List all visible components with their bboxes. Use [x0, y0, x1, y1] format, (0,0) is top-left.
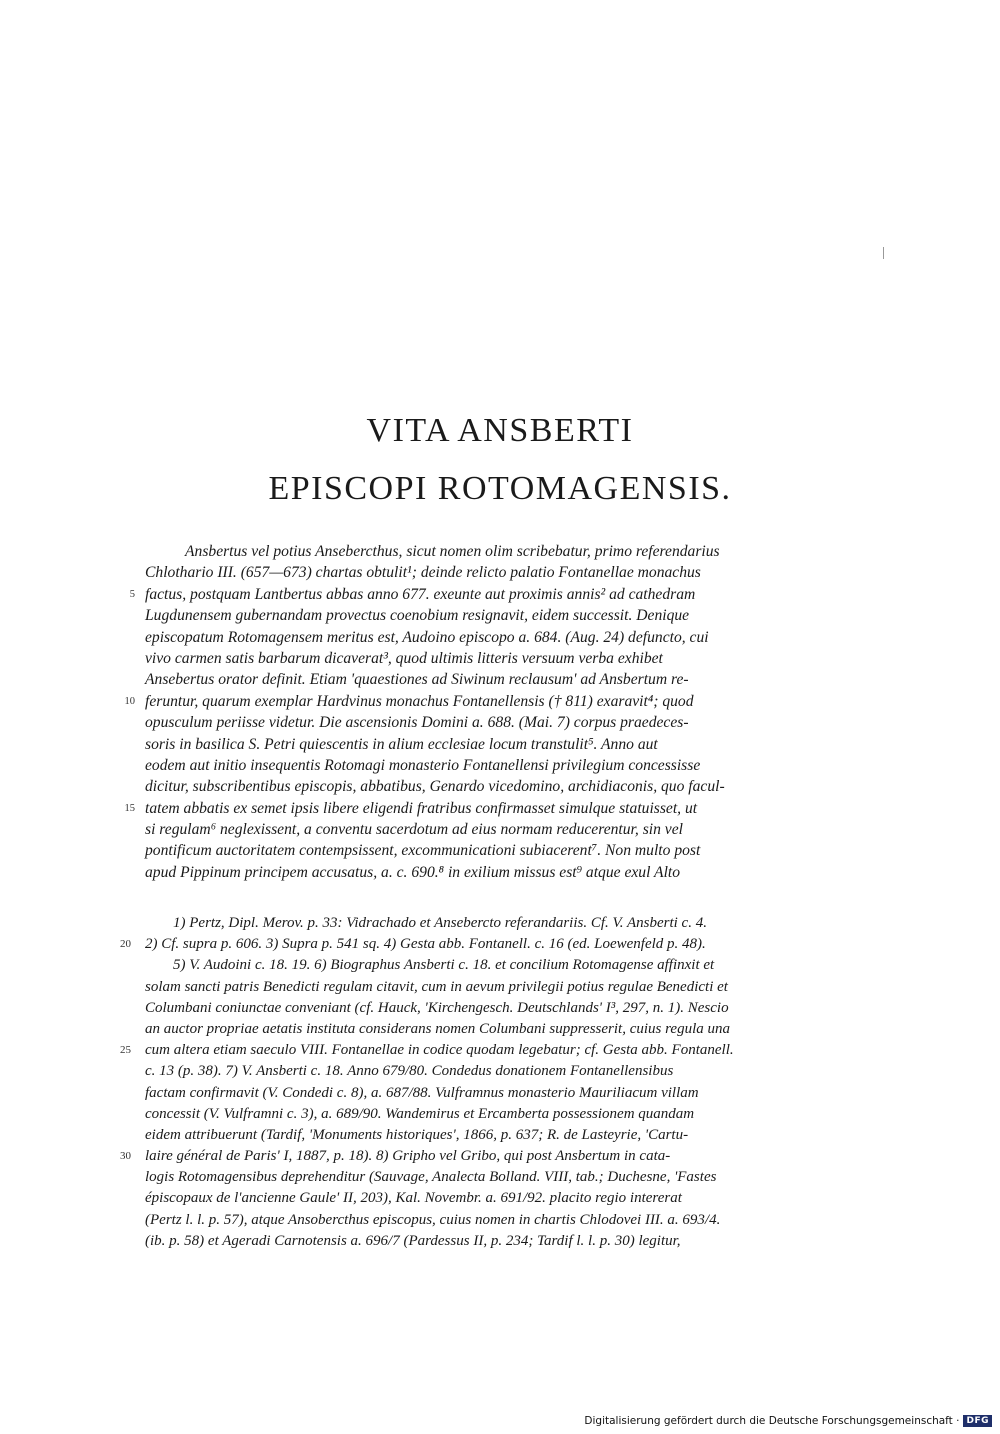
footnote-line-text: factam confirmavit (V. Condedi c. 8), a. 687/88. Vulframnus monasterio Mauriliacum villam: [145, 1084, 699, 1101]
body-line-text: vivo carmen satis barbarum dicaverat³, quod ultimis litteris versuum verba exhibet: [145, 649, 663, 667]
body-line: [145, 862, 813, 883]
footnote-line: [145, 1167, 813, 1188]
body-line-text: factus, postquam Lantbertus abbas anno 677. exeunte aut proximis annis² ad cathedram: [145, 585, 696, 603]
footnote-line: [120, 1040, 813, 1061]
body-line-text: Lugdunensem gubernandam provectus coenobium resignavit, eidem successit. Denique: [145, 607, 690, 625]
body-line-text: tatem abbatis ex semet ipsis libere eligendi fratribus confirmasset simulque statuisset, ut: [145, 799, 698, 817]
body-line-text: opusculum periisse videtur. Die ascensionis Domini a. 688. (Mai. 7) corpus praedeces-: [145, 714, 689, 732]
line-number: 30: [120, 1150, 131, 1163]
body-line: [145, 840, 813, 861]
body-line: [145, 712, 813, 733]
body-line: [145, 605, 813, 626]
line-number: 10: [124, 695, 135, 707]
footer-credit: [584, 1415, 992, 1427]
body-line: [145, 562, 813, 583]
footnote-line-text: 2) Cf. supra p. 606. 3) Supra p. 541 sq. 4) Gesta abb. Fontanell. c. 16 (ed. Loewenfeld p. 48).: [145, 936, 706, 953]
footnote-line: [145, 1231, 813, 1252]
footnote-line-text: (ib. p. 58) et Ageradi Carnotensis a. 696/7 (Pardessus II, p. 234; Tardif l. l. p. 30) legitur,: [145, 1232, 681, 1249]
line-number: 25: [120, 1044, 131, 1057]
footnote-line-text: concessit (V. Vulframni c. 3), a. 689/90. Wandemirus et Ercamberta possessionem quandam: [145, 1105, 695, 1122]
body-line: [145, 669, 813, 690]
footnote-line-text: 5) V. Audoini c. 18. 19. 6) Biographus Ansberti c. 18. et concilium Rotomagense affinxit et: [173, 957, 715, 974]
body-line-text: dicitur, subscribentibus episcopis, abbatibus, Genardo vicedomino, archidiaconis, quo facul-: [145, 778, 725, 796]
body-line: [145, 734, 813, 755]
body-line-text: Chlothario III. (657—673) chartas obtulit¹; deinde relicto palatio Fontanellae monachus: [145, 564, 701, 582]
body-line: [145, 648, 813, 669]
body-line: [124, 798, 813, 819]
footnote-line-text: eidem attribuerunt (Tardif, 'Monuments historiques', 1866, p. 637; R. de Lasteyrie, 'Cartu-: [145, 1126, 689, 1143]
body-line-text: soris in basilica S. Petri quiescentis in alium ecclesiae locum transtulit⁵. Anno aut: [145, 735, 658, 753]
footnote-line: [145, 1019, 813, 1040]
body-line-text: si regulam⁶ neglexissent, a conventu sacerdotum ad eius normam reducerentur, sin vel: [145, 821, 683, 839]
body-line: [145, 541, 813, 562]
dfg-logo-icon: DFG: [963, 1415, 992, 1427]
footnote-line-text: cum altera etiam saeculo VIII. Fontanellae in codice quodam legebatur; cf. Gesta abb. Fontanell.: [145, 1042, 734, 1059]
body-line: [145, 755, 813, 776]
footnote-line: [145, 977, 813, 998]
body-line-text: pontificum auctoritatem contempsissent, excommunicationi subiacerent⁷. Non multo post: [145, 842, 701, 860]
footnote-line-text: c. 13 (p. 38). 7) V. Ansberti c. 18. Anno 679/80. Condedus donationem Fontanellensibus: [145, 1063, 674, 1080]
footnote-line: [145, 955, 813, 976]
footnote-line: [145, 1104, 813, 1125]
body-line-text: feruntur, quarum exemplar Hardvinus monachus Fontanellensis († 811) exaravit⁴; quod: [145, 692, 694, 710]
footnote-line: [145, 1061, 813, 1082]
footnote-line: [145, 913, 813, 934]
footer-text: Digitalisierung gefördert durch die Deutsche Forschungsgemeinschaft ·: [584, 1415, 960, 1427]
document-title-line-2: EPISCOPI ROTOMAGENSIS.: [268, 470, 732, 507]
body-line: [145, 776, 813, 797]
body-line-text: apud Pippinum principem accusatus, a. c. 690.⁸ in exilium missus est⁹ atque exul Alto: [145, 863, 681, 881]
footnote-line: [120, 1146, 813, 1167]
body-line-text: episcopatum Rotomagensem meritus est, Audoino episcopo a. 684. (Aug. 24) defuncto, cui: [145, 628, 709, 646]
footnote-line: [145, 1188, 813, 1209]
footnote-line-text: laire général de Paris' I, 1887, p. 18). 8) Gripho vel Gribo, qui post Ansbertum in cata-: [145, 1148, 671, 1165]
body-line-text: eodem aut initio insequentis Rotomagi monasterio Fontanellensi privilegium concessisse: [145, 756, 701, 774]
body-line: [145, 819, 813, 840]
footnote-line-text: (Pertz l. l. p. 57), atque Ansobercthus episcopus, cuius nomen in chartis Chlodovei III. a. 693/4.: [145, 1211, 721, 1228]
body-line: [129, 584, 813, 605]
footnote-line: [120, 934, 813, 955]
line-number: 20: [120, 938, 131, 951]
footnote-line-text: logis Rotomagensibus deprehenditur (Sauvage, Analecta Bolland. VIII, tab.; Duchesne, 'Fastes: [145, 1169, 717, 1186]
footnote-line-text: solam sancti patris Benedicti regulam citavit, cum in aevum privilegii potius regulae Benedicti et: [145, 978, 728, 995]
body-line: [145, 627, 813, 648]
body-line-text: Ansbertus vel potius Ansebercthus, sicut nomen olim scribebatur, primo referendarius: [185, 543, 720, 560]
footnote-line: [145, 1083, 813, 1104]
line-number: 15: [124, 802, 135, 814]
footnote-line-text: épiscopaux de l'ancienne Gaule' II, 203), Kal. Novembr. a. 691/92. placito regio intererat: [145, 1190, 682, 1207]
body-text: [124, 541, 813, 883]
footnote-line: [145, 1125, 813, 1146]
footnote-line-text: 1) Pertz, Dipl. Merov. p. 33: Vidrachado et Ansebercto referandariis. Cf. V. Ansberti c. 4.: [173, 915, 707, 931]
body-line-text: Ansebertus orator definit. Etiam 'quaestiones ad Siwinum reclausum' ad Ansbertum re-: [145, 671, 689, 689]
footnote-line: [145, 1210, 813, 1231]
footnote-line-text: an auctor propriae aetatis instituta considerans nomen Columbani suppresserit, cuius regula una: [145, 1020, 730, 1037]
footnotes: [120, 913, 813, 1252]
scan-mark: [883, 247, 884, 259]
document-title-line-1: VITA ANSBERTI: [366, 412, 634, 449]
body-line: [124, 691, 813, 712]
line-number: 5: [129, 588, 135, 600]
footnote-line: [145, 998, 813, 1019]
footnote-line-text: Columbani coniunctae conveniant (cf. Hauck, 'Kirchengesch. Deutschlands' I³, 297, n. 1). Nescio: [145, 999, 729, 1016]
